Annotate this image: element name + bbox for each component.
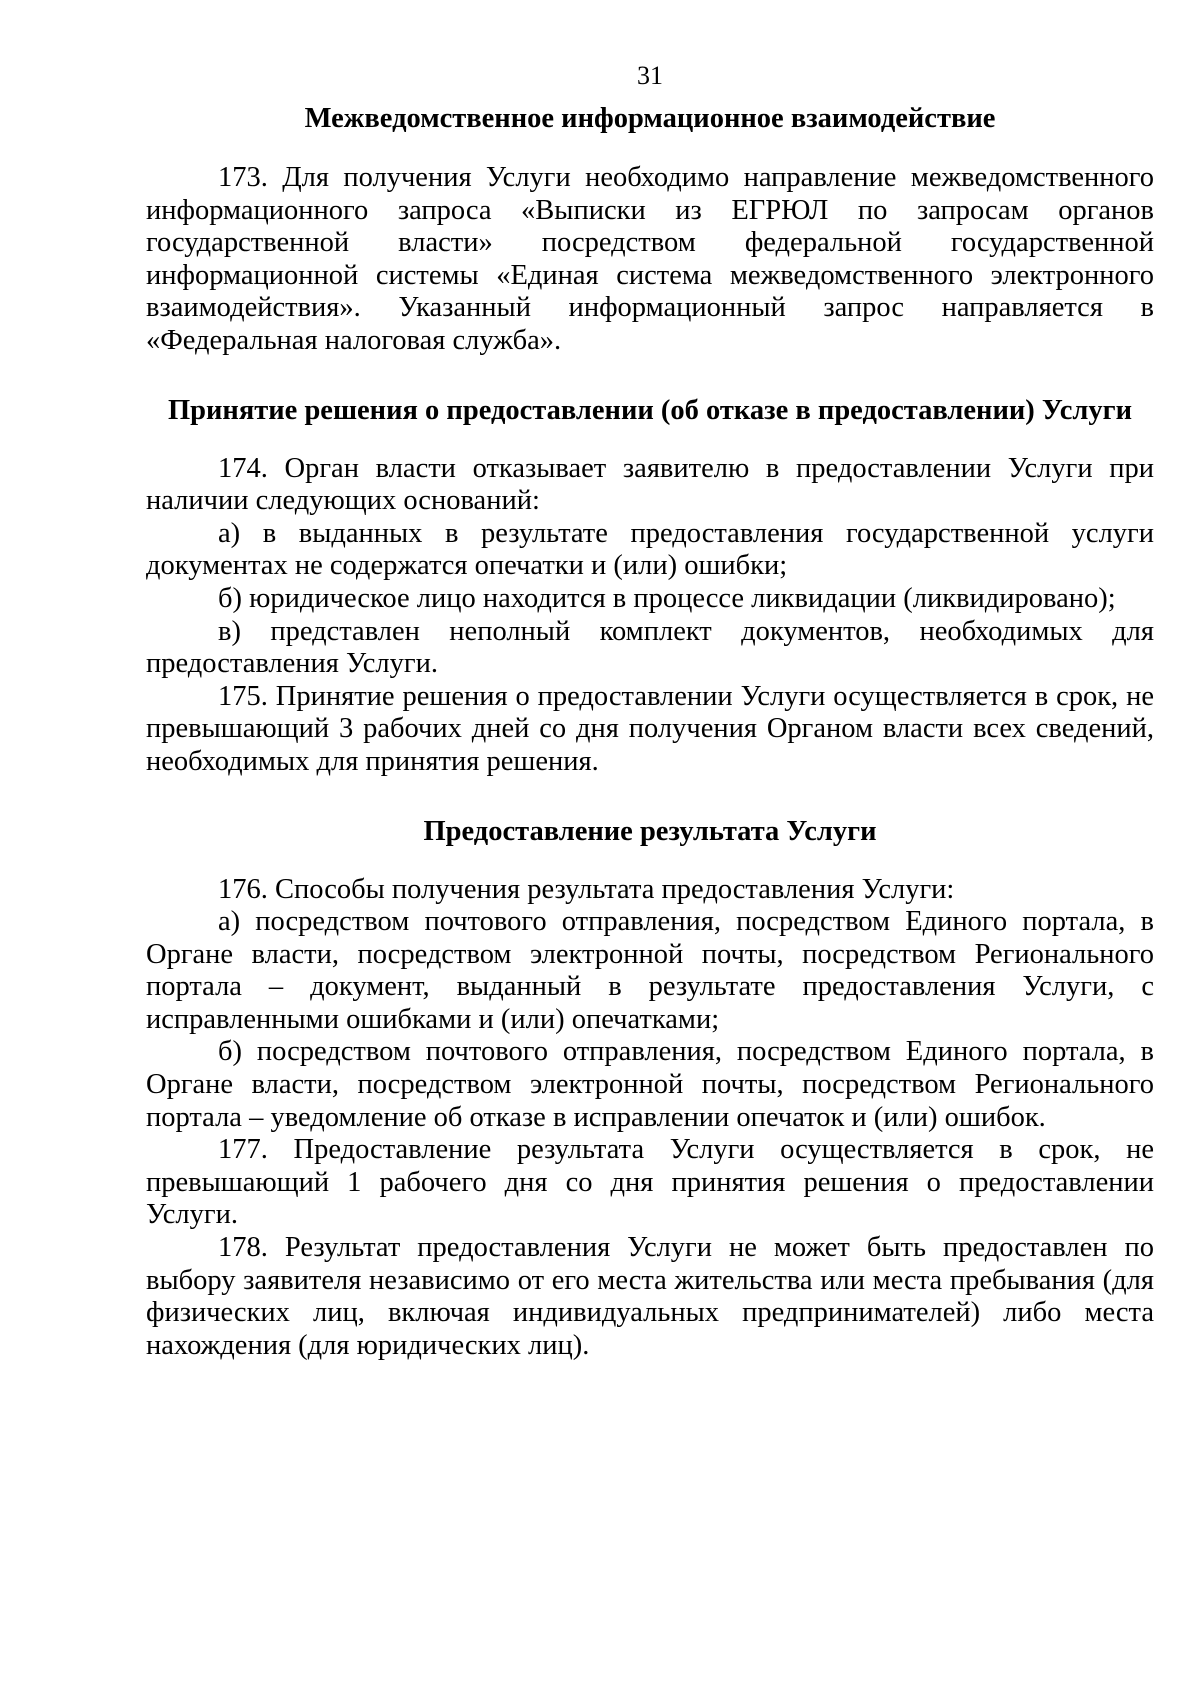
paragraph-176: 176. Способы получения результата предоставления Услуги: xyxy=(218,873,955,905)
document-page xyxy=(146,60,1154,1362)
paragraph-173: 173. Для получения Услуги необходимо направление межведомственного информационного запроса «Выписки из ЕГРЮЛ по запросам органов государственной власти» посредством федеральной государственной информационной системы «Единая система межведомственного электронного взаимодействия». Указанный информационный запрос направляется в «Федеральная налоговая служба». xyxy=(146,162,1154,356)
section-heading-interagency: Межведомственное информационное взаимодействие xyxy=(304,103,996,134)
paragraph-175: 175. Принятие решения о предоставлении Услуги осуществляется в срок, не превышающий 3 рабочих дней со дня получения Органом власти всех сведений, необходимых для принятия решения. xyxy=(146,680,1154,777)
paragraph-176-b: б) посредством почтового отправления, посредством Единого портала, в Органе власти, посредством электронной почты, посредством Регионального портала – уведомление об отказе в исправлении опечаток и (или) ошибок. xyxy=(146,1036,1154,1133)
page-number: 31 xyxy=(637,61,663,90)
paragraph-176-a: а) посредством почтового отправления, посредством Единого портала, в Органе власти, посредством электронной почты, посредством Регионального портала – документ, выданный в результате предоставления Услуги, с исправленными ошибками и (или) опечатками; xyxy=(146,906,1154,1035)
paragraph-174: 174. Орган власти отказывает заявителю в предоставлении Услуги при наличии следующих оснований: xyxy=(146,452,1154,517)
paragraph-174-a: а) в выданных в результате предоставления государственной услуги документах не содержатся опечатки и (или) ошибки; xyxy=(146,517,1154,582)
paragraph-178: 178. Результат предоставления Услуги не может быть предоставлен по выбору заявителя независимо от его места жительства или места пребывания (для физических лиц, включая индивидуальных предпринимателей) либо места нахождения (для юридических лиц). xyxy=(146,1232,1154,1361)
paragraph-174-v: в) представлен неполный комплект документов, необходимых для предоставления Услуги. xyxy=(146,615,1154,680)
paragraph-177: 177. Предоставление результата Услуги осуществляется в срок, не превышающий 1 рабочего дня со дня принятия решения о предоставлении Услуги. xyxy=(146,1134,1154,1231)
section-heading-decision: Принятие решения о предоставлении (об отказе в предоставлении) Услуги xyxy=(167,394,1132,426)
paragraph-174-b: б) юридическое лицо находится в процессе ликвидации (ликвидировано); xyxy=(218,582,1116,614)
section-heading-result: Предоставление результата Услуги xyxy=(423,815,877,847)
